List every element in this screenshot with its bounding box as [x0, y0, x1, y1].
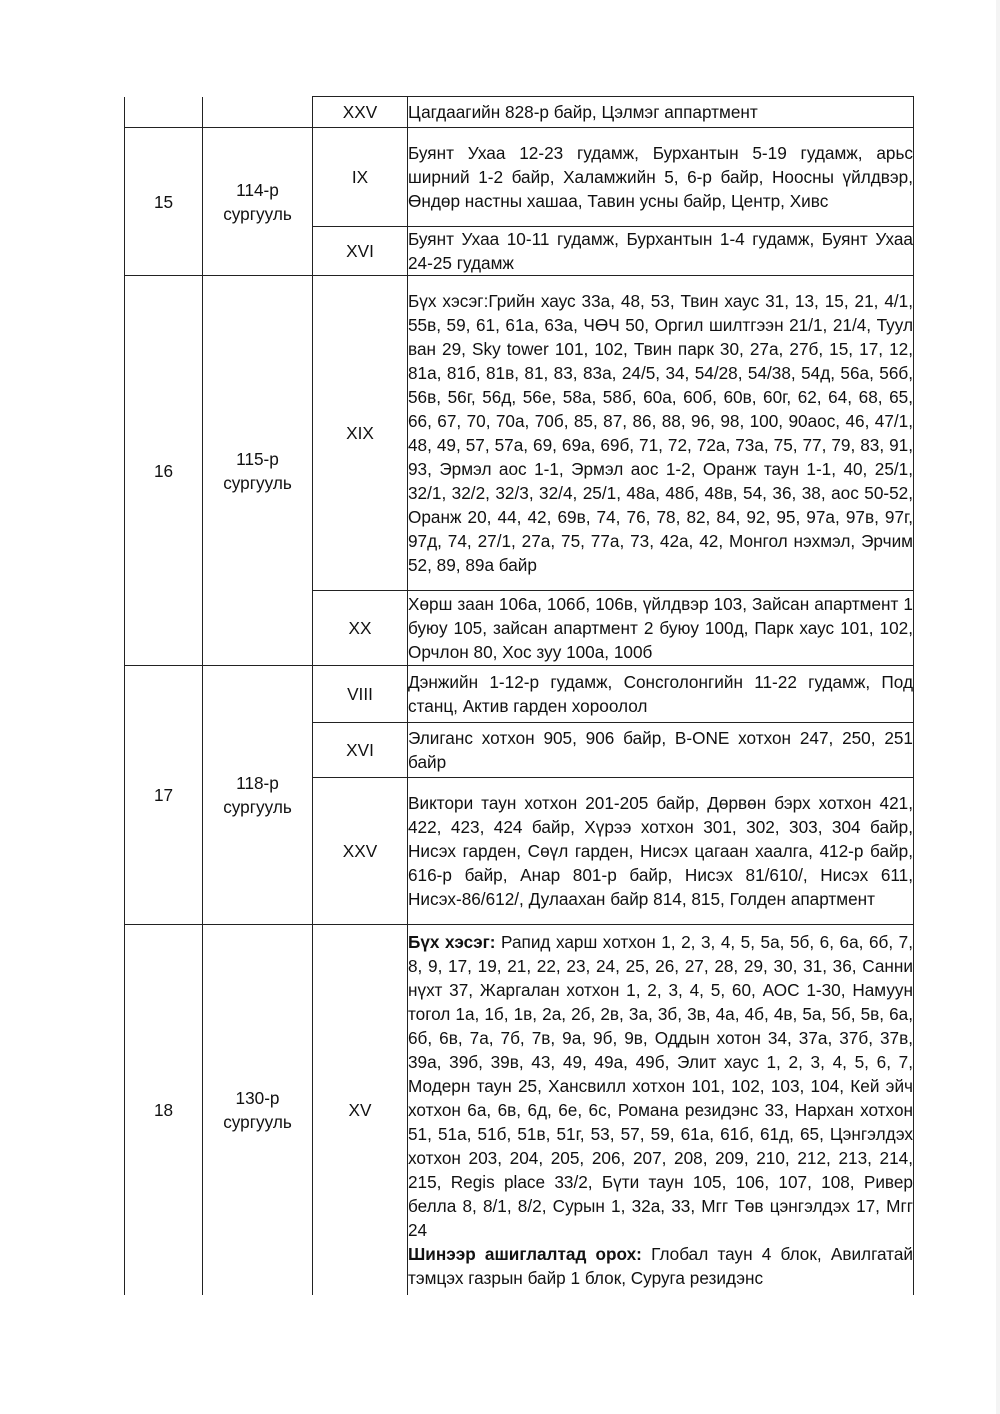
table-row: [125, 925, 914, 1296]
row-number: 15: [125, 128, 203, 276]
row-number: 17: [125, 666, 203, 925]
section-label-new: Шинээр ашиглалтад орох:: [408, 1244, 642, 1264]
khoroo-number: XIX: [313, 276, 408, 591]
school-name: [203, 97, 313, 128]
table-row: [125, 97, 914, 128]
table-row: [125, 276, 914, 591]
school-name: 115-р сургууль: [203, 276, 313, 666]
school-name: 130-р сургууль: [203, 925, 313, 1296]
table-row: [125, 128, 914, 227]
address-list: Буянт Ухаа 10-11 гудамж, Бурхантын 1-4 гудамж, Буянт Ухаа 24-25 гудамж: [408, 227, 914, 276]
khoroo-number: XVI: [313, 227, 408, 276]
school-name: 114-р сургууль: [203, 128, 313, 276]
row-number: 16: [125, 276, 203, 666]
khoroo-number: XV: [313, 925, 408, 1296]
address-list: [408, 925, 914, 1296]
row-number: 18: [125, 925, 203, 1296]
khoroo-number: XXV: [313, 97, 408, 128]
address-list: Буянт Ухаа 12-23 гудамж, Бурхантын 5-19 гудамж, арьс ширний 1-2 байр, Халамжийн 5, 6-р байр, Ноосны үйлдвэр, Өндөр настны хашаа, Тавин усны байр, Центр, Хивс: [408, 128, 914, 227]
table-row: [125, 666, 914, 723]
address-list: Дэнжийн 1-12-р гудамж, Сонсголонгийн 11-22 гудамж, Под станц, Актив гарден хороолол: [408, 666, 914, 723]
scan-edge: [996, 0, 1000, 1414]
address-list: Бүх хэсэг:Грийн хаус 33а, 48, 53, Твин хаус 31, 13, 15, 21, 4/1, 55в, 59, 61, 61а, 63а, ЧӨЧ 50, Оргил шилтгээн 21/1, 21/4, Туул ван 29, Sky tower 101, 102, Твин парк 30, 27а, 27б, 15, 17, 12, 81а, 81б, 81в, 81, 83, 83а, 24/5, 34, 54/28, 54/38, 54д, 56а, 56б, 56в, 56г, 56д, 56е, 58а, 58б, 60а, 60б, 60в, 60г, 62, 64, 68, 65, 66, 67, 70, 70а, 70б, 85, 87, 86, 88, 96, 98, 100, 90аос, 46, 47/1, 48, 49, 57, 57а, 69, 69а, 69б, 71, 72, 72а, 73а, 75, 77, 79, 83, 91, 93, Эрмэл аос 1-1, Эрмэл аос 1-2, Оранж таун 1-1, 40, 25/1, 32/1, 32/2, 32/3, 32/4, 25/1, 48а, 48б, 48в, 54, 36, 38, аос 50-52, Оранж 20, 44, 42, 69в, 74, 76, 78, 82, 84, 92, 95, 97а, 97в, 97г, 97д, 74, 27/1, 27а, 75, 77а, 73, 42а, 42, Монгол нэхмэл, Эрчим 52, 89, 89а байр: [408, 276, 914, 591]
khoroo-number: XVI: [313, 723, 408, 778]
address-list: Хөрш заан 106а, 106б, 106в, үйлдвэр 103, Зайсан апартмент 1 буюу 105, зайсан апартмент 2 буюу 100д, Парк хаус 101, 102, Орчлон 80, Хос зуу 100а, 100б: [408, 591, 914, 666]
address-list: Виктори таун хотхон 201-205 байр, Дөрвөн бэрх хотхон 421, 422, 423, 424 байр, Хүрээ хотхон 301, 302, 303, 304 байр, Нисэх гарден, Сөүл гарден, Нисэх цагаан хаалга, 412-р байр, 616-р байр, Анар 801-р байр, Нисэх 81/610/, Нисэх 611, Нисэх-86/612/, Дулаахан байр 814, 815, Голден апартмент: [408, 778, 914, 925]
address-text: Рапид харш хотхон 1, 2, 3, 4, 5, 5а, 5б, 6, 6а, 6б, 7, 8, 9, 17, 19, 21, 22, 23, 24, 25, 26, 27, 28, 29, 30, 31, 36, Санни нүхт 37, Жаргалан хотхон 1, 2, 3, 4, 5, 60, АОС 1-30, Намуун тогол 1а, 1б, 1в, 2а, 2б, 2в, 3а, 3б, 3в, 4а, 4б, 4в, 5а, 5б, 5в, 6а, 6б, 6в, 7а, 7б, 7в, 9а, 9б, 9в, Оддын хотон 34, 37а, 37б, 37в, 39а, 39б, 39в, 43, 49, 49а, 49б, Элит хаус 1, 2, 3, 4, 5, 6, 7, Модерн таун 25, Хансвилл хотхон 101, 102, 103, 104, Кей эйч хотхон 6а, 6в, 6д, 6е, 6с, Романа резидэнс 33, Нархан хотхон 51, 51а, 51б, 51в, 51г, 53, 57, 59, 61а, 61б, 61д, 65, Цэнгэлдэх хотхон 203, 204, 205, 206, 207, 208, 209, 210, 212, 213, 214, 215, Regis place 33/2, Бүти таун 105, 106, 107, 108, Ривер белла 8, 8/1, 8/2, Сурын 1, 32а, 33, Мгг Төв цэнгэлдэх 17, Мгг 24: [408, 932, 913, 1240]
section-label-all: Бүх хэсэг:: [408, 932, 496, 952]
school-name: 118-р сургууль: [203, 666, 313, 925]
khoroo-number: XXV: [313, 778, 408, 925]
khoroo-number: VIII: [313, 666, 408, 723]
row-number: [125, 97, 203, 128]
school-district-table: [124, 96, 914, 1295]
address-list: Цагдаагийн 828-р байр, Цэлмэг аппартмент: [408, 97, 914, 128]
address-text-new: Глобал таун 4 блок, Авилгатай тэмцэх газрын байр 1 блок, Суруга резидэнс: [408, 1244, 913, 1288]
khoroo-number: XX: [313, 591, 408, 666]
khoroo-number: IX: [313, 128, 408, 227]
address-list: Элиганс хотхон 905, 906 байр, B-ONE хотхон 247, 250, 251 байр: [408, 723, 914, 778]
